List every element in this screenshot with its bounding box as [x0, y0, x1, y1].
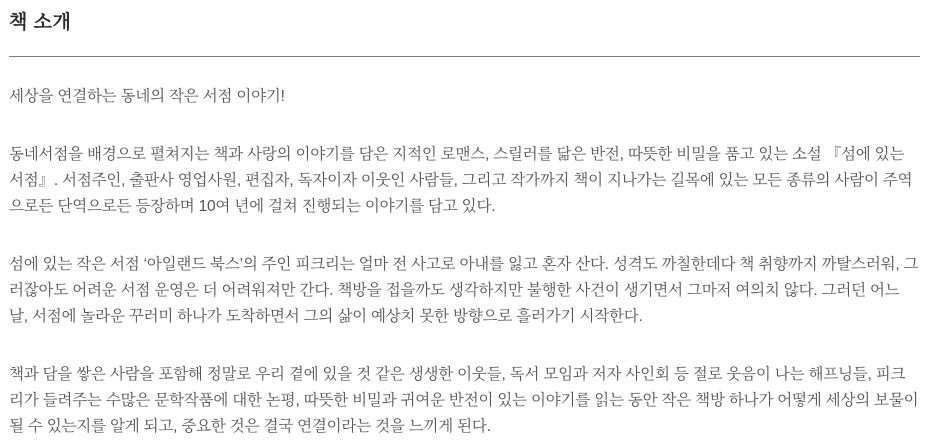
section-title: 책 소개 [9, 12, 72, 33]
section-divider [9, 56, 920, 57]
intro-tagline: 세상을 연결하는 동네의 작은 서점 이야기! [9, 88, 285, 105]
intro-paragraph-3: 책과 담을 쌓은 사람을 포함해 정말로 우리 곁에 있을 것 같은 생생한 이웃들, 독서 모임과 저자 사인회 등 절로 웃음이 나는 해프닝들, 피크리가 들려주는 수많은 문학작품에 대한 논평, 따뜻한 비밀과 귀여운 반전이 있는 이야기를 읽는 동안 작은 책방 하나가 어떻게 세상의 보물이 될 수 있는지를 알게 되고, 중요한 것은 결국 연결이라는 것을 느끼게 된다. [9, 366, 919, 435]
intro-paragraph-2: 섬에 있는 작은 서점 ‘아일랜드 북스’의 주인 피크리는 얼마 전 사고로 아내를 잃고 혼자 산다. 성격도 까칠한데다 책 취향까지 까탈스러워, 그러잖아도 어려운 서점 운영은 더 어려워져만 간다. 책방을 접을까도 생각하지만 불행한 사건이 생기면서 그마저 여의치 않다. 그러던 어느 날, 서점에 놀라운 꾸러미 하나가 도착하면서 그의 삶이 예상치 못한 방향으로 흘러가기 시작한다. [9, 256, 919, 325]
intro-paragraph-1: 동네서점을 배경으로 펼쳐지는 책과 사랑의 이야기를 담은 지적인 로맨스, 스릴러를 닮은 반전, 따뜻한 비밀을 품고 있는 소설 『섬에 있는 서점』. 서점주인, 출판사 영업사원, 편집자, 독자이자 이웃인 사람들, 그리고 작가까지 책이 지나가는 길목에 있는 모든 종류의 사람이 주역으로든 단역으로든 등장하며 10여 년에 걸쳐 진행되는 이야기를 담고 있다. [9, 146, 913, 215]
book-intro-body [9, 84, 920, 440]
